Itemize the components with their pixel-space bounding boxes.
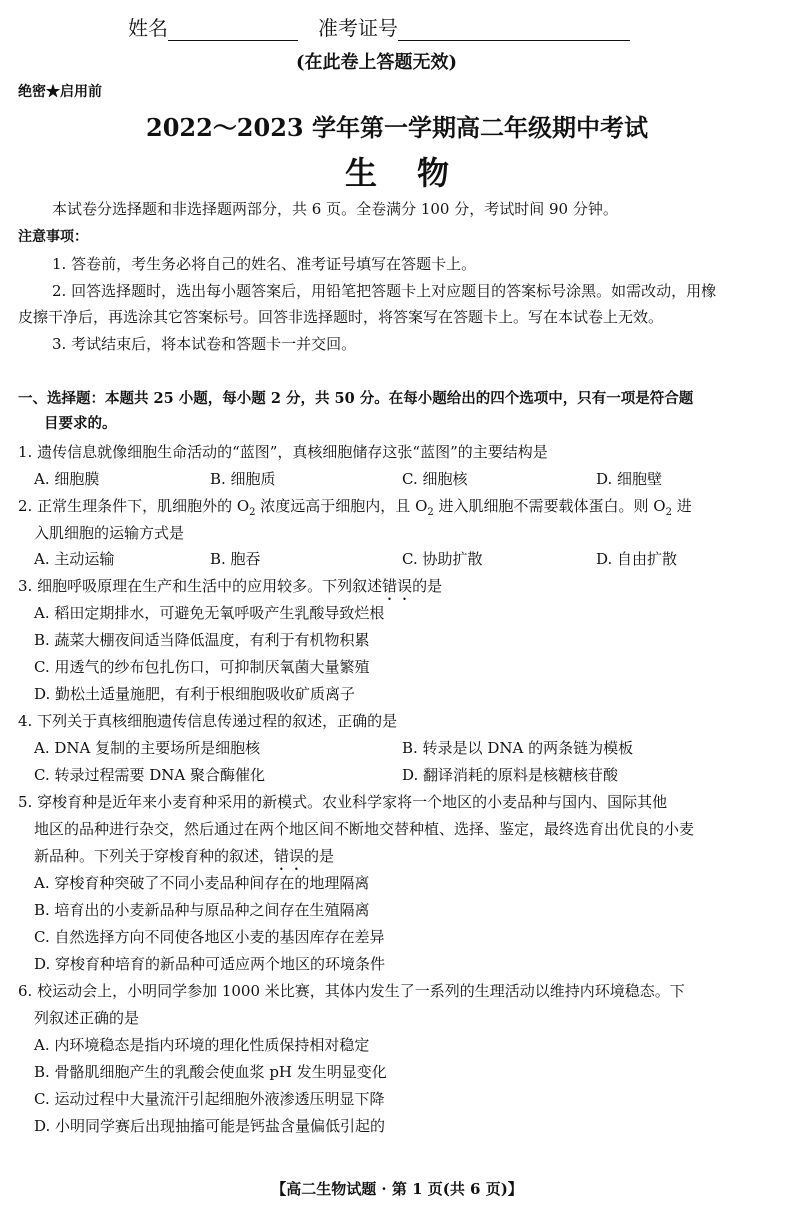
exam-id-blank bbox=[398, 16, 630, 41]
q2-stem-line-1 bbox=[18, 495, 692, 518]
q1-option-d: D. 细胞壁 bbox=[596, 470, 663, 488]
q3-stem bbox=[18, 575, 442, 604]
q4-stem: 4. 下列关于真核细胞遗传信息传递过程的叙述，正确的是 bbox=[18, 712, 398, 730]
q2-option-d: D. 自由扩散 bbox=[596, 550, 678, 568]
q1-option-b: B. 细胞质 bbox=[210, 470, 276, 488]
q2-stem-part-4: 进 bbox=[671, 497, 692, 515]
section1-heading-line-2: 目要求的。 bbox=[44, 415, 117, 432]
q1-option-a: A. 细胞膜 bbox=[34, 470, 100, 488]
q5-option-c: C. 自然选择方向不同使各地区小麦的基因库存在差异 bbox=[34, 928, 385, 946]
q4-option-c: C. 转录过程需要 DNA 聚合酶催化 bbox=[34, 766, 265, 784]
q2-option-a: A. 主动运输 bbox=[34, 550, 115, 568]
q3-option-b: B. 蔬菜大棚夜间适当降低温度，有利于有机物积累 bbox=[34, 631, 370, 649]
q5-option-d: D. 穿梭育种培育的新品种可适应两个地区的环境条件 bbox=[34, 955, 386, 973]
q2-stem-part-1: 2. 正常生理条件下，肌细胞外的 O bbox=[18, 497, 250, 515]
q2-option-b: B. 胞吞 bbox=[210, 550, 261, 568]
q5-stem-emphasis: 错误 bbox=[274, 847, 305, 865]
subject-title: 生物 bbox=[344, 154, 489, 192]
notice-item-2-line-2: 皮擦干净后，再选涂其它答案标号。回答非选择题时，将答案写在答题卡上。写在本试卷上无效。 bbox=[18, 308, 664, 326]
q2-option-c: C. 协助扩散 bbox=[402, 550, 483, 568]
candidate-info-line bbox=[128, 12, 630, 41]
exam-id-label: 准考证号 bbox=[318, 16, 398, 40]
notice-item-1: 1. 答卷前，考生务必将自己的姓名、准考证号填写在答题卡上。 bbox=[52, 255, 477, 273]
q4-option-b: B. 转录是以 DNA 的两条链为模板 bbox=[402, 739, 634, 757]
q6-option-a: A. 内环境稳态是指内环境的理化性质保持相对稳定 bbox=[34, 1036, 370, 1054]
q2-subscript-1: 2 bbox=[249, 507, 256, 518]
exam-title: 2022～2023 学年第一学期高二年级期中考试 bbox=[146, 113, 648, 142]
name-label: 姓名 bbox=[128, 16, 168, 40]
q3-option-d: D. 勤松土适量施肥，有利于根细胞吸收矿质离子 bbox=[34, 685, 356, 703]
q5-stem-part-2: 的是 bbox=[304, 847, 335, 865]
q2-stem-part-2: 浓度远高于细胞内，且 O bbox=[255, 497, 428, 515]
name-blank bbox=[168, 16, 298, 41]
q3-option-a: A. 稻田定期排水，可避免无氧呼吸产生乳酸导致烂根 bbox=[34, 604, 385, 622]
q1-stem: 1. 遗传信息就像细胞生命活动的“蓝图”，真核细胞储存这张“蓝图”的主要结构是 bbox=[18, 443, 548, 461]
invalid-answer-note: (在此卷上答题无效) bbox=[296, 52, 458, 73]
notice-item-2-line-1: 2. 回答选择题时，选出每小题答案后，用铅笔把答题卡上对应题目的答案标号涂黑。如需改动，用橡 bbox=[52, 282, 717, 300]
q6-stem-line-1: 6. 校运动会上，小明同学参加 1000 米比赛，其体内发生了一系列的生理活动以维持内环境稳态。下 bbox=[18, 982, 685, 1000]
q5-stem-line-3 bbox=[34, 845, 334, 874]
secret-label: 绝密★启用前 bbox=[18, 84, 102, 100]
page-footer: 【高二生物试题 · 第 1 页(共 6 页)】 bbox=[271, 1180, 523, 1198]
q2-subscript-3: 2 bbox=[665, 507, 672, 518]
q5-stem-part-1: 新品种。下列关于穿梭育种的叙述， bbox=[34, 847, 275, 865]
notice-heading: 注意事项： bbox=[18, 229, 88, 245]
q2-stem-part-3: 进入肌细胞不需要载体蛋白。则 O bbox=[433, 497, 666, 515]
q3-option-c: C. 用透气的纱布包扎伤口，可抑制厌氧菌大量繁殖 bbox=[34, 658, 370, 676]
section1-heading-line-1: 一、选择题：本题共 25 小题，每小题 2 分，共 50 分。在每小题给出的四个选项中，只有一项是符合题 bbox=[18, 390, 694, 407]
q6-option-c: C. 运动过程中大量流汗引起细胞外液渗透压明显下降 bbox=[34, 1090, 385, 1108]
q1-option-c: C. 细胞核 bbox=[402, 470, 468, 488]
q5-option-b: B. 培育出的小麦新品种与原品种之间存在生殖隔离 bbox=[34, 901, 370, 919]
q3-stem-part-2: 的是 bbox=[412, 577, 443, 595]
q4-option-a: A. DNA 复制的主要场所是细胞核 bbox=[34, 739, 261, 757]
q6-option-b: B. 骨骼肌细胞产生的乳酸会使血浆 pH 发生明显变化 bbox=[34, 1063, 387, 1081]
q5-stem-line-2: 地区的品种进行杂交，然后通过在两个地区间不断地交替种植、选择、鉴定，最终选育出优良的小麦 bbox=[34, 820, 695, 838]
notice-item-3: 3. 考试结束后，将本试卷和答题卡一并交回。 bbox=[52, 335, 357, 353]
q4-option-d: D. 翻译消耗的原料是核糖核苷酸 bbox=[402, 766, 619, 784]
q5-option-a: A. 穿梭育种突破了不同小麦品种间存在的地理隔离 bbox=[34, 874, 370, 892]
q5-stem-line-1: 5. 穿梭育种是近年来小麦育种采用的新模式。农业科学家将一个地区的小麦品种与国内、国际其他 bbox=[18, 793, 668, 811]
q2-stem-line-2: 入肌细胞的运输方式是 bbox=[34, 524, 185, 542]
q6-stem-line-2: 列叙述正确的是 bbox=[34, 1009, 140, 1027]
q2-subscript-2: 2 bbox=[427, 507, 434, 518]
q6-option-d: D. 小明同学赛后出现抽搐可能是钙盐含量偏低引起的 bbox=[34, 1117, 386, 1135]
intro-text: 本试卷分选择题和非选择题两部分，共 6 页。全卷满分 100 分，考试时间 90 分钟。 bbox=[52, 200, 618, 218]
q3-stem-emphasis: 错误 bbox=[382, 577, 413, 595]
q3-stem-part-1: 3. 细胞呼吸原理在生产和生活中的应用较多。下列叙述 bbox=[18, 577, 383, 595]
